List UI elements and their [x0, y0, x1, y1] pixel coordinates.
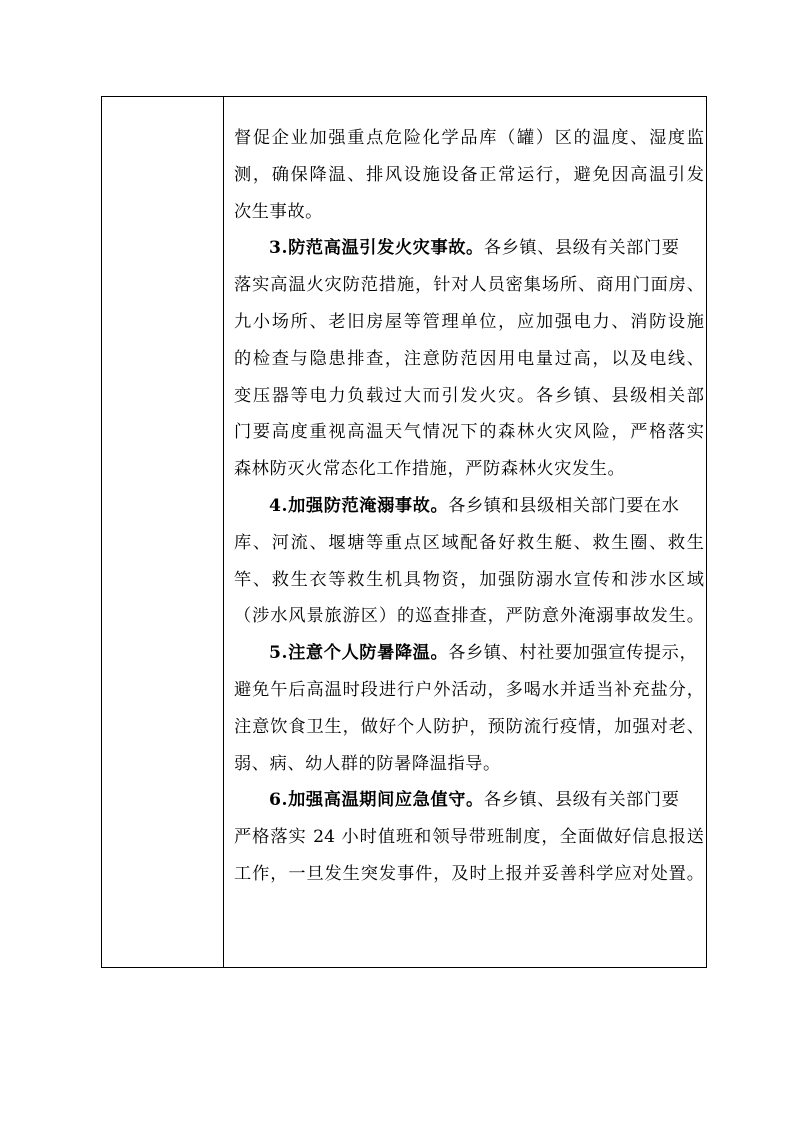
text-line: 避免午后高温时段进行户外活动，多喝水并适当补充盐分，: [234, 680, 704, 700]
text-line: 的检查与隐患排查，注意防范因用电量过高，以及电线、: [234, 348, 704, 369]
text-span: 各乡镇、县级有关部门要: [483, 238, 680, 259]
text-line: 森林防灭火常态化工作措施，严防森林火灾发生。: [234, 459, 626, 480]
text-span: 各乡镇、村社要加强宣传提示，: [448, 643, 698, 664]
text-line: 变压器等电力负载过大而引发火灾。各乡镇、县级相关部: [234, 385, 704, 406]
section-heading: 3.防范高温引发火灾事故。: [269, 238, 484, 259]
paragraph-heading-line: [269, 643, 697, 663]
paragraph-heading-line: [269, 238, 679, 258]
text-line: 库、河流、堰塘等重点区域配备好救生艇、救生圈、救生: [234, 532, 704, 553]
text-line: 次生事故。: [234, 201, 323, 222]
text-line: 门要高度重视高温天气情况下的森林火灾风险，严格落实: [234, 422, 704, 443]
text-line: 严格落实 24 小时值班和领导带班制度，全面做好信息报送: [234, 827, 704, 848]
content-table: [101, 96, 707, 968]
text-line: （涉水风景旅游区）的巡查排查，严防意外淹溺事故发生。: [234, 606, 704, 627]
text-span: 各乡镇、县级有关部门要: [483, 790, 680, 811]
text-line: 工作，一旦发生突发事件，及时上报并妥善科学应对处置。: [234, 864, 704, 884]
text-line: 测，确保降温、排风设施设备正常运行，避免因高温引发: [234, 164, 704, 185]
text-line: 督促企业加强重点危险化学品库（罐）区的温度、湿度监: [234, 128, 704, 148]
text-line: 九小场所、老旧房屋等管理单位，应加强电力、消防设施: [234, 312, 704, 332]
paragraph-heading-line: [269, 790, 679, 810]
text-line: 竿、救生衣等救生机具物资，加强防溺水宣传和涉水区域: [234, 569, 704, 590]
section-heading: 4.加强防范淹溺事故。: [269, 496, 449, 516]
paragraph-heading-line: [269, 496, 679, 516]
text-line: 落实高温火灾防范措施，针对人员密集场所、商用门面房、: [234, 275, 704, 296]
table-right-cell: [226, 97, 706, 967]
text-line: 弱、病、幼人群的防暑降温指导。: [234, 753, 501, 774]
text-span: 各乡镇和县级相关部门要在水: [448, 496, 680, 516]
text-line: 注意饮食卫生，做好个人防护，预防流行疫情，加强对老、: [234, 716, 704, 737]
section-heading: 6.加强高温期间应急值守。: [269, 790, 484, 811]
table-left-cell: [102, 97, 224, 967]
section-heading: 5.注意个人防暑降温。: [269, 643, 449, 664]
